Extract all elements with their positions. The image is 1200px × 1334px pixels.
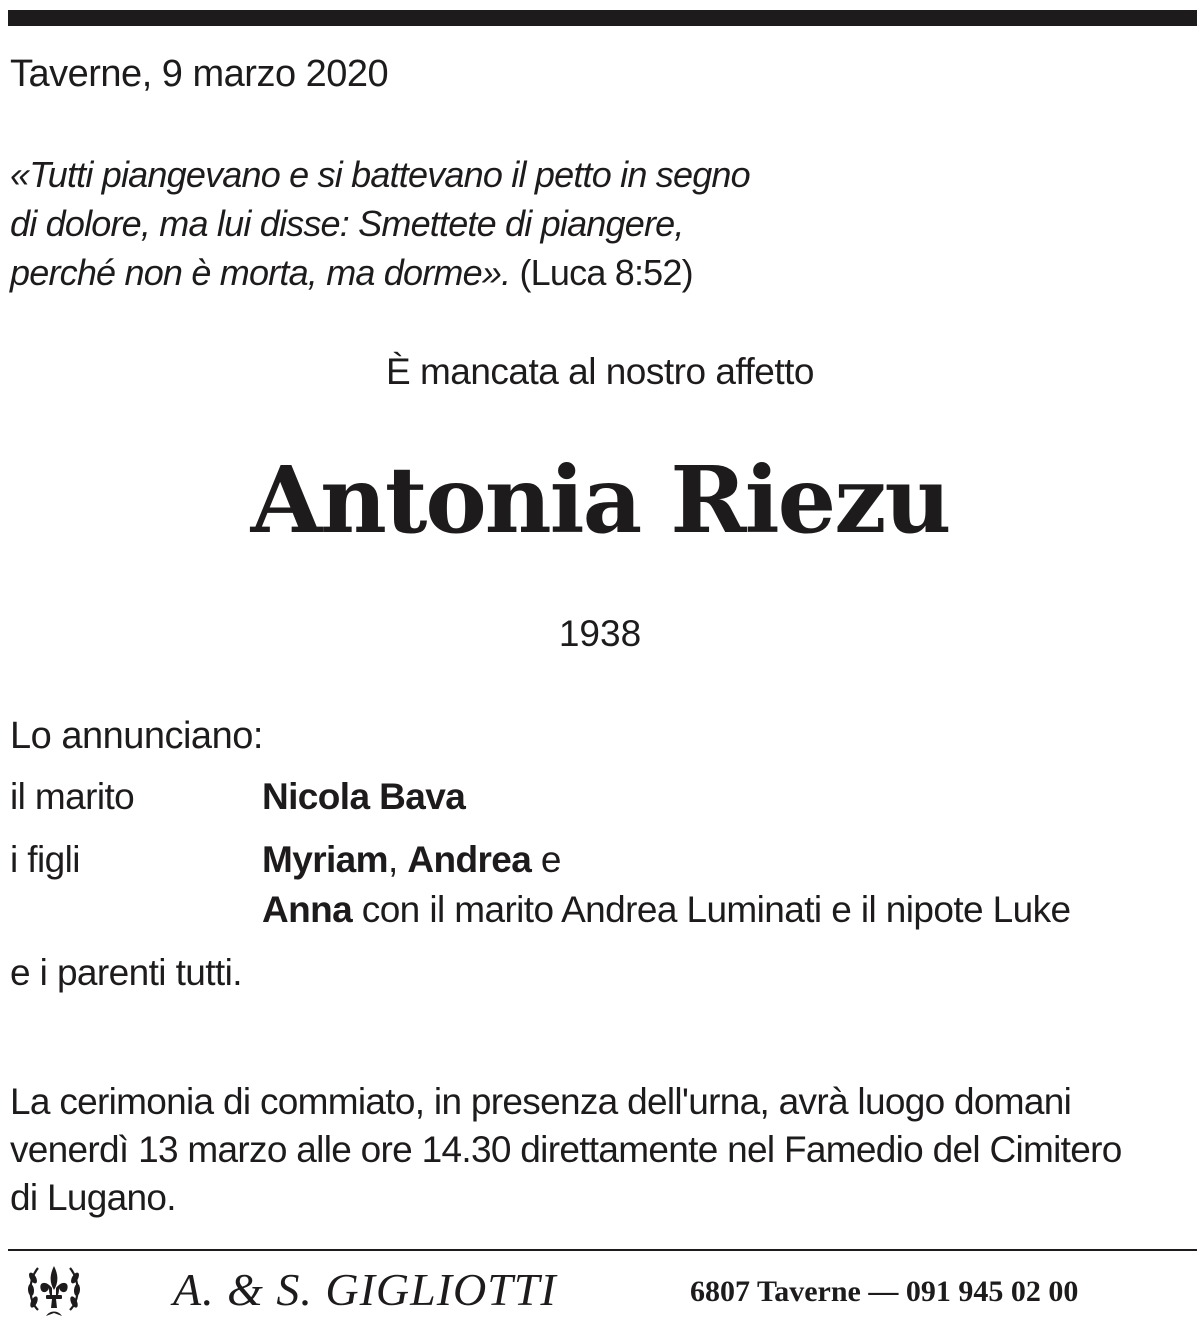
husband-name-line [262,773,465,821]
relatives-line: e i parenti tutti. [10,952,242,993]
husband-name: Nicola Bava [262,776,466,817]
bible-quote [10,150,750,297]
intro-text: È mancata al nostro affetto [385,351,815,392]
quote-line-2: di dolore, ma lui disse: Smettete di piangere, [10,203,684,244]
ceremony-line-2: venerdì 13 marzo alle ore 14.30 direttamente nel Famedio del Cimitero [10,1129,1122,1170]
quote-line-1: «Tutti piangevano e si battevano il petto in segno [10,154,750,195]
child-3-detail: con il marito Andrea Luminati e il nipote Luke [352,889,1071,930]
quote-line-3: perché non è morta, ma dorme». [10,252,511,293]
deceased-name: Antonia Riezu [250,446,950,554]
child-name-1: Myriam [262,839,388,880]
children-relation: i figli [10,839,80,880]
quote-reference: (Luca 8:52) [510,252,693,293]
funeral-home-brand: A. & S. GIGLIOTTI [173,1264,557,1315]
children-line-2 [262,886,1071,934]
ceremony-line-1: La cerimonia di commiato, in presenza dell'urna, avrà luogo domani [10,1081,1072,1122]
top-rule [8,10,1197,26]
children-line-1: Myriam, Andrea e [262,839,561,880]
ceremony-line-3: di Lugano. [10,1177,176,1218]
ceremony-text [10,1078,1122,1222]
birth-year: 1938 [558,613,642,654]
funeral-home-contact: 6807 Taverne — 091 945 02 00 [690,1275,1079,1308]
child-name-2: Andrea [407,839,532,880]
bottom-rule [8,1249,1197,1251]
place-date: Taverne, 9 marzo 2020 [10,53,389,95]
husband-relation: il marito [10,776,135,817]
child-name-3: Anna [262,889,353,930]
announce-label: Lo annunciano: [10,715,263,757]
fleur-de-lis-wreath-icon [24,1258,84,1322]
